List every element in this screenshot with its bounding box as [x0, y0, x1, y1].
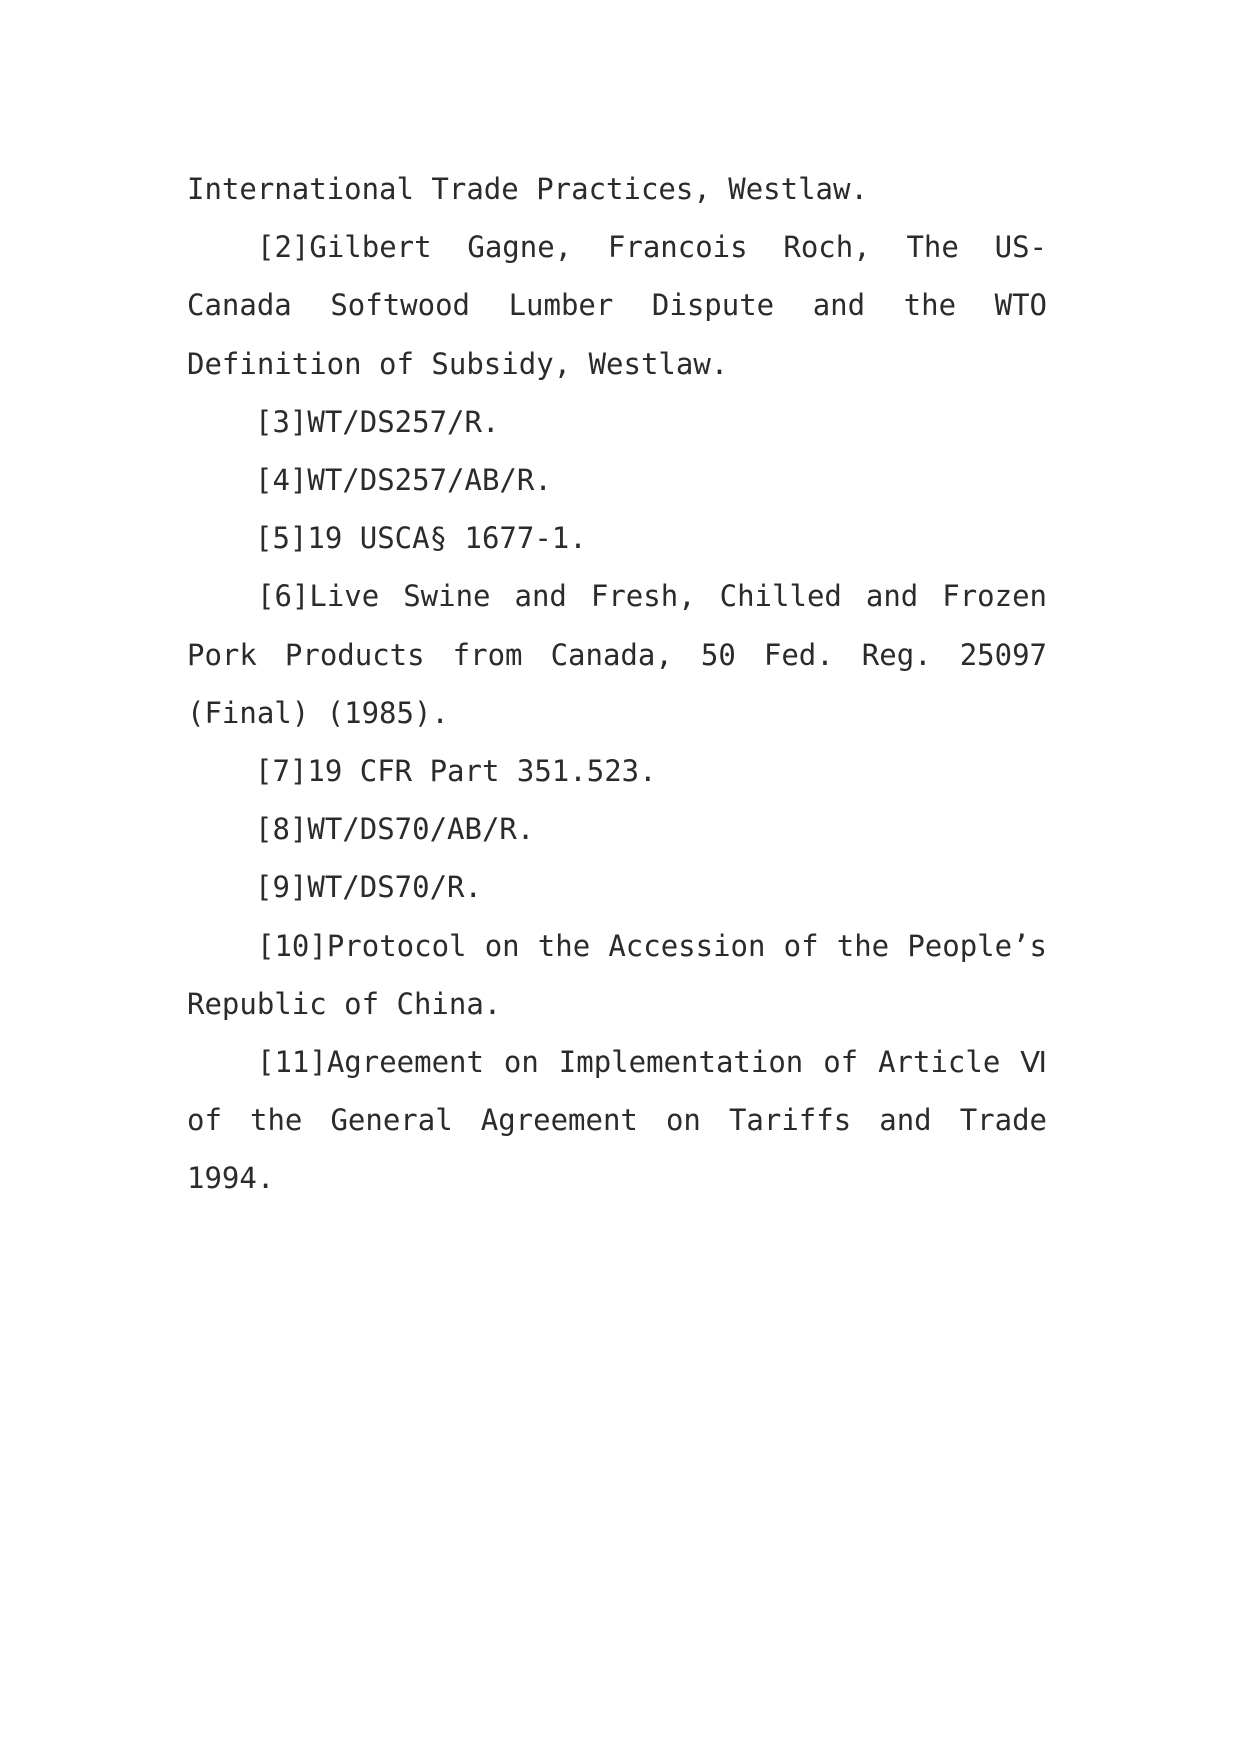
reference-item-4: [4]WT/DS257/AB/R.: [255, 463, 552, 498]
reference-item-8: [8]WT/DS70/AB/R.: [255, 812, 535, 847]
reference-item-7: [7]19 CFR Part 351.523.: [255, 754, 657, 789]
reference-item-11: [11]Agreement on Implementation of Article Ⅵ of the General Agreement on Tariffs and Trade 1994.: [187, 1045, 1047, 1196]
reference-item-1-continuation: International Trade Practices, Westlaw.: [187, 172, 868, 206]
reference-item-6: [6]Live Swine and Fresh, Chilled and Frozen Pork Products from Canada, 50 Fed. Reg. 25097 (Final) (1985).: [187, 579, 1047, 730]
reference-item-3: [3]WT/DS257/R.: [255, 404, 500, 439]
reference-item-9: [9]WT/DS70/R.: [255, 870, 482, 905]
reference-list: [187, 160, 1047, 1208]
reference-item-10: [10]Protocol on the Accession of the People’s Republic of China.: [187, 928, 1047, 1021]
reference-item-2: [2]Gilbert Gagne, Francois Roch, The US-Canada Softwood Lumber Dispute and the WTO Definition of Subsidy, Westlaw.: [187, 230, 1047, 381]
reference-item-5: [5]19 USCA§ 1677-1.: [255, 521, 587, 556]
